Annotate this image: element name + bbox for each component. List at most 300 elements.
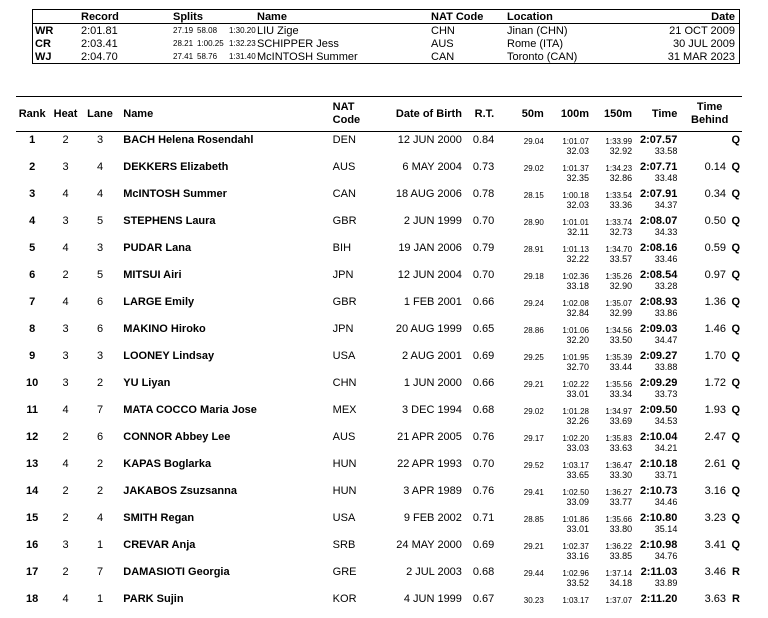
empty-cell bbox=[677, 470, 742, 483]
empty-cell bbox=[83, 254, 117, 267]
header-name: Name bbox=[117, 97, 332, 132]
empty-cell bbox=[83, 578, 117, 591]
result-row bbox=[16, 483, 742, 497]
empty-cell bbox=[333, 227, 376, 240]
result-lap-150: 34.18 bbox=[609, 578, 633, 588]
empty-cell bbox=[83, 362, 117, 375]
result-split-150: 1:34.70 bbox=[605, 245, 633, 254]
result-nat: JPN bbox=[332, 269, 354, 281]
result-behind: 3.46 bbox=[704, 566, 726, 578]
result-name: YU Liyan bbox=[123, 377, 171, 389]
record-split-150: 1:32.23 bbox=[229, 39, 256, 48]
empty-cell bbox=[376, 173, 462, 186]
empty-cell bbox=[462, 578, 494, 591]
result-rt: 0.69 bbox=[472, 350, 495, 362]
result-behind-cell bbox=[677, 375, 742, 389]
empty-cell bbox=[16, 578, 48, 591]
empty-cell bbox=[462, 227, 494, 240]
result-rank: 7 bbox=[29, 296, 36, 308]
result-time: 2:09.03 bbox=[640, 323, 678, 335]
result-split-50: 29.44 bbox=[523, 569, 544, 578]
result-behind: 3.23 bbox=[704, 512, 726, 524]
empty-cell bbox=[494, 281, 544, 294]
result-lap-200: 33.73 bbox=[654, 389, 678, 399]
empty-cell bbox=[117, 416, 332, 429]
record-time: 2:03.41 bbox=[81, 37, 118, 50]
empty-cell bbox=[117, 443, 332, 456]
empty-cell bbox=[117, 200, 332, 213]
result-rt: 0.66 bbox=[472, 377, 495, 389]
result-behind: 0.34 bbox=[704, 188, 726, 200]
result-split-50: 29.17 bbox=[523, 434, 544, 443]
result-split-50: 29.02 bbox=[523, 164, 544, 173]
result-behind: 3.41 bbox=[704, 539, 726, 551]
result-split-100: 1:02.96 bbox=[562, 569, 590, 578]
header-150m: 150m bbox=[589, 97, 632, 132]
result-time: 2:10.04 bbox=[640, 431, 678, 443]
records-box bbox=[32, 9, 740, 64]
empty-cell bbox=[494, 443, 544, 456]
result-rt: 0.79 bbox=[472, 242, 495, 254]
result-behind-cell bbox=[677, 186, 742, 200]
header-100m: 100m bbox=[544, 97, 589, 132]
records-header-location: Location bbox=[507, 10, 647, 24]
result-heat: 3 bbox=[62, 161, 69, 173]
empty-cell bbox=[462, 281, 494, 294]
result-behind: 0.14 bbox=[704, 161, 726, 173]
result-time: 2:09.27 bbox=[640, 350, 678, 362]
empty-cell bbox=[494, 254, 544, 267]
result-name: LOONEY Lindsay bbox=[123, 350, 215, 362]
result-nat: JPN bbox=[332, 323, 354, 335]
result-behind: 2.61 bbox=[704, 458, 726, 470]
empty-cell bbox=[333, 497, 376, 510]
empty-cell bbox=[677, 173, 742, 186]
result-split-100: 1:01.86 bbox=[562, 515, 590, 524]
result-qualifier: Q bbox=[731, 215, 740, 227]
records-header-nat: NAT Code bbox=[431, 10, 507, 24]
result-lap-100: 32.20 bbox=[566, 335, 590, 345]
result-lap-200: 33.46 bbox=[654, 254, 678, 264]
result-row bbox=[16, 294, 742, 308]
result-qualifier: Q bbox=[731, 458, 740, 470]
result-lap-row bbox=[16, 200, 742, 213]
result-lap-200: 33.89 bbox=[654, 578, 678, 588]
result-split-150: 1:35.26 bbox=[605, 272, 633, 281]
result-qualifier: Q bbox=[731, 404, 740, 416]
result-rank: 9 bbox=[29, 350, 36, 362]
empty-cell bbox=[16, 227, 48, 240]
result-nat: HUN bbox=[332, 458, 357, 470]
empty-cell bbox=[48, 443, 82, 456]
result-lap-100: 33.18 bbox=[566, 281, 590, 291]
record-splits bbox=[173, 50, 257, 63]
empty-cell bbox=[677, 146, 742, 159]
records-header-name: Name bbox=[257, 10, 431, 24]
result-name: MITSUI Airi bbox=[123, 269, 182, 281]
result-rt: 0.65 bbox=[472, 323, 495, 335]
empty-cell bbox=[16, 146, 48, 159]
result-dob: 12 JUN 2004 bbox=[397, 269, 462, 281]
record-date: 21 OCT 2009 bbox=[669, 24, 735, 37]
result-lap-100: 32.22 bbox=[566, 254, 590, 264]
result-dob: 2 JUN 1999 bbox=[403, 215, 462, 227]
result-rank: 11 bbox=[26, 404, 38, 416]
result-lap-200: 34.46 bbox=[654, 497, 678, 507]
record-split-150: 1:31.40 bbox=[229, 52, 256, 61]
empty-cell bbox=[16, 470, 48, 483]
result-behind-cell bbox=[677, 483, 742, 497]
result-rt: 0.70 bbox=[472, 458, 495, 470]
result-rank: 14 bbox=[26, 485, 39, 497]
result-split-50: 29.04 bbox=[523, 137, 544, 146]
result-heat: 4 bbox=[62, 593, 69, 605]
result-qualifier: Q bbox=[731, 296, 740, 308]
result-lap-150: 33.44 bbox=[609, 362, 633, 372]
empty-cell bbox=[48, 524, 82, 537]
empty-cell bbox=[677, 254, 742, 267]
result-lap-150: 33.57 bbox=[609, 254, 633, 264]
result-dob: 9 FEB 2002 bbox=[403, 512, 462, 524]
result-split-50: 29.02 bbox=[523, 407, 544, 416]
result-rt: 0.68 bbox=[472, 566, 495, 578]
result-rt: 0.78 bbox=[472, 188, 495, 200]
result-split-100: 1:01.06 bbox=[562, 326, 590, 335]
result-heat: 3 bbox=[62, 539, 69, 551]
result-heat: 2 bbox=[62, 134, 69, 146]
result-time: 2:09.50 bbox=[640, 404, 678, 416]
result-behind-cell bbox=[677, 564, 742, 578]
empty-cell bbox=[48, 389, 82, 402]
empty-cell bbox=[16, 416, 48, 429]
result-time: 2:08.54 bbox=[640, 269, 678, 281]
empty-cell bbox=[16, 254, 48, 267]
result-split-50: 28.85 bbox=[523, 515, 544, 524]
records-header-splits: Splits bbox=[173, 10, 257, 24]
result-rank: 15 bbox=[26, 512, 39, 524]
empty-cell bbox=[376, 281, 462, 294]
result-qualifier: Q bbox=[731, 269, 740, 281]
empty-cell bbox=[117, 146, 332, 159]
empty-cell bbox=[677, 389, 742, 402]
result-name: MAKINO Hiroko bbox=[123, 323, 206, 335]
result-split-100: 1:01.01 bbox=[562, 218, 590, 227]
result-lane: 7 bbox=[96, 404, 104, 416]
result-behind-cell bbox=[677, 132, 742, 147]
result-nat: GRE bbox=[332, 566, 357, 578]
empty-cell bbox=[677, 551, 742, 564]
result-lap-150: 33.69 bbox=[609, 416, 633, 426]
empty-cell bbox=[48, 335, 82, 348]
result-rank: 1 bbox=[29, 134, 36, 146]
header-time: Time bbox=[632, 97, 677, 132]
result-rank: 13 bbox=[26, 458, 39, 470]
result-lap-row bbox=[16, 416, 742, 429]
result-row bbox=[16, 402, 742, 416]
result-lane: 1 bbox=[96, 539, 104, 551]
result-lap-150: 32.86 bbox=[609, 173, 633, 183]
record-location: Rome (ITA) bbox=[507, 37, 564, 50]
result-time: 2:11.03 bbox=[640, 566, 678, 578]
result-time: 2:10.98 bbox=[640, 539, 678, 551]
empty-cell bbox=[48, 497, 82, 510]
empty-cell bbox=[333, 524, 376, 537]
result-rank: 8 bbox=[29, 323, 36, 335]
result-time: 2:11.20 bbox=[640, 593, 678, 605]
result-lap-100: 33.01 bbox=[566, 524, 590, 534]
result-lap-row bbox=[16, 308, 742, 321]
result-dob: 20 AUG 1999 bbox=[395, 323, 462, 335]
result-row bbox=[16, 429, 742, 443]
result-rank: 4 bbox=[29, 215, 36, 227]
empty-cell bbox=[48, 200, 82, 213]
empty-cell bbox=[117, 308, 332, 321]
result-behind: 1.72 bbox=[704, 377, 726, 389]
result-lane: 3 bbox=[96, 350, 104, 362]
record-split-50: 28.21 bbox=[173, 39, 194, 48]
empty-cell bbox=[376, 497, 462, 510]
result-rank: 2 bbox=[29, 161, 36, 173]
empty-cell bbox=[494, 335, 544, 348]
result-behind: 1.36 bbox=[704, 296, 726, 308]
empty-cell bbox=[83, 470, 117, 483]
result-lap-row bbox=[16, 146, 742, 159]
empty-cell bbox=[462, 551, 494, 564]
empty-cell bbox=[677, 335, 742, 348]
result-name: STEPHENS Laura bbox=[123, 215, 216, 227]
empty-cell bbox=[83, 497, 117, 510]
header-50m: 50m bbox=[494, 97, 544, 132]
empty-cell bbox=[462, 497, 494, 510]
result-rank: 17 bbox=[26, 566, 39, 578]
result-split-100: 1:02.50 bbox=[562, 488, 590, 497]
result-split-100: 1:01.07 bbox=[562, 137, 590, 146]
empty-cell bbox=[376, 335, 462, 348]
header-dob: Date of Birth bbox=[376, 97, 462, 132]
result-nat: BIH bbox=[332, 242, 352, 254]
result-lap-100: 32.35 bbox=[566, 173, 590, 183]
empty-cell bbox=[48, 308, 82, 321]
empty-cell bbox=[16, 200, 48, 213]
result-qualifier: R bbox=[732, 593, 740, 605]
empty-cell bbox=[83, 335, 117, 348]
empty-cell bbox=[16, 551, 48, 564]
result-time: 2:10.18 bbox=[640, 458, 678, 470]
result-lap-row bbox=[16, 497, 742, 510]
result-behind-cell bbox=[677, 537, 742, 551]
result-behind: 0.97 bbox=[704, 269, 726, 281]
result-behind-cell bbox=[677, 321, 742, 335]
result-lap-150: 33.85 bbox=[609, 551, 633, 561]
result-split-150: 1:36.27 bbox=[605, 488, 633, 497]
empty-cell bbox=[48, 173, 82, 186]
header-code: Code bbox=[332, 114, 361, 126]
empty-cell bbox=[494, 497, 544, 510]
result-lap-row bbox=[16, 254, 742, 267]
result-lap-row bbox=[16, 173, 742, 186]
result-heat: 3 bbox=[62, 350, 69, 362]
empty-cell bbox=[117, 389, 332, 402]
result-lap-200: 34.33 bbox=[654, 227, 678, 237]
records-header-date: Date bbox=[647, 10, 739, 24]
records-header-record: Record bbox=[81, 10, 173, 24]
empty-cell bbox=[83, 443, 117, 456]
record-type: WR bbox=[35, 24, 54, 37]
result-time: 2:08.16 bbox=[640, 242, 678, 254]
result-split-150: 1:33.54 bbox=[605, 191, 633, 200]
result-split-100: 1:01.28 bbox=[562, 407, 590, 416]
header-behind-2: Behind bbox=[691, 114, 729, 126]
empty-cell bbox=[494, 200, 544, 213]
empty-cell bbox=[333, 470, 376, 483]
result-qualifier: Q bbox=[731, 188, 740, 200]
result-qualifier: Q bbox=[731, 242, 740, 254]
empty-cell bbox=[48, 551, 82, 564]
empty-cell bbox=[117, 497, 332, 510]
result-split-150: 1:34.56 bbox=[605, 326, 633, 335]
header-heat: Heat bbox=[48, 97, 82, 132]
empty-cell bbox=[83, 281, 117, 294]
empty-cell bbox=[333, 146, 376, 159]
result-split-50: 29.41 bbox=[523, 488, 544, 497]
result-row bbox=[16, 591, 742, 605]
result-lap-150: 32.99 bbox=[609, 308, 633, 318]
empty-cell bbox=[494, 308, 544, 321]
result-lap-200: 33.58 bbox=[654, 146, 678, 156]
result-time: 2:07.57 bbox=[640, 134, 678, 146]
result-split-150: 1:33.99 bbox=[605, 137, 633, 146]
result-split-150: 1:35.56 bbox=[605, 380, 633, 389]
result-split-100: 1:02.08 bbox=[562, 299, 590, 308]
empty-cell bbox=[462, 308, 494, 321]
result-dob: 24 MAY 2000 bbox=[396, 539, 462, 551]
empty-cell bbox=[333, 254, 376, 267]
empty-cell bbox=[376, 470, 462, 483]
result-split-50: 28.90 bbox=[523, 218, 544, 227]
result-lap-100: 33.01 bbox=[566, 389, 590, 399]
empty-cell bbox=[376, 200, 462, 213]
result-heat: 2 bbox=[62, 512, 69, 524]
result-nat: GBR bbox=[332, 215, 357, 227]
result-heat: 2 bbox=[62, 269, 69, 281]
result-lap-100: 33.03 bbox=[566, 443, 590, 453]
result-lane: 4 bbox=[96, 188, 104, 200]
result-heat: 2 bbox=[62, 431, 69, 443]
result-lap-row bbox=[16, 362, 742, 375]
empty-cell bbox=[494, 227, 544, 240]
result-heat: 4 bbox=[62, 404, 69, 416]
result-heat: 4 bbox=[62, 242, 69, 254]
record-time: 2:01.81 bbox=[81, 24, 118, 37]
record-location: Toronto (CAN) bbox=[507, 50, 578, 63]
result-behind-cell bbox=[677, 213, 742, 227]
result-lap-200: 34.21 bbox=[654, 443, 678, 453]
result-split-50: 29.21 bbox=[523, 542, 544, 551]
empty-cell bbox=[16, 281, 48, 294]
record-name: McINTOSH Summer bbox=[257, 50, 358, 63]
result-behind-cell bbox=[677, 267, 742, 281]
empty-cell bbox=[83, 524, 117, 537]
result-lap-row bbox=[16, 578, 742, 591]
result-rt: 0.73 bbox=[472, 161, 495, 173]
empty-cell bbox=[16, 443, 48, 456]
result-behind-cell bbox=[677, 510, 742, 524]
result-name: MATA COCCO Maria Jose bbox=[123, 404, 257, 416]
empty-cell bbox=[677, 308, 742, 321]
record-split-50: 27.41 bbox=[173, 52, 194, 61]
empty-cell bbox=[16, 308, 48, 321]
result-lap-100: 33.16 bbox=[566, 551, 590, 561]
empty-cell bbox=[83, 200, 117, 213]
result-lap-150: 33.80 bbox=[609, 524, 633, 534]
result-name: PUDAR Lana bbox=[123, 242, 192, 254]
result-lap-100: 33.65 bbox=[566, 470, 590, 480]
result-nat: AUS bbox=[332, 161, 356, 173]
empty-cell bbox=[48, 227, 82, 240]
empty-cell bbox=[494, 173, 544, 186]
result-rank: 18 bbox=[26, 593, 39, 605]
result-split-100: 1:02.20 bbox=[562, 434, 590, 443]
result-name: PARK Sujin bbox=[123, 593, 184, 605]
empty-cell bbox=[333, 551, 376, 564]
empty-cell bbox=[677, 200, 742, 213]
result-rank: 3 bbox=[29, 188, 36, 200]
result-split-50: 30.23 bbox=[523, 596, 544, 605]
result-nat: DEN bbox=[332, 134, 356, 146]
empty-cell bbox=[16, 335, 48, 348]
result-name: KAPAS Boglarka bbox=[123, 458, 212, 470]
result-dob: 6 MAY 2004 bbox=[402, 161, 462, 173]
result-qualifier: Q bbox=[731, 350, 740, 362]
result-name: CONNOR Abbey Lee bbox=[123, 431, 231, 443]
result-nat: SRB bbox=[332, 539, 356, 551]
record-type: WJ bbox=[35, 50, 52, 63]
empty-cell bbox=[494, 146, 544, 159]
result-split-100: 1:00.18 bbox=[562, 191, 590, 200]
result-row bbox=[16, 537, 742, 551]
result-lap-row bbox=[16, 524, 742, 537]
record-split-150: 1:30.20 bbox=[229, 26, 256, 35]
result-split-150: 1:35.83 bbox=[605, 434, 633, 443]
result-lap-150: 33.50 bbox=[609, 335, 633, 345]
result-split-150: 1:35.39 bbox=[605, 353, 633, 362]
empty-cell bbox=[462, 443, 494, 456]
result-heat: 2 bbox=[62, 566, 69, 578]
result-heat: 3 bbox=[62, 377, 69, 389]
empty-cell bbox=[677, 227, 742, 240]
result-heat: 3 bbox=[62, 323, 69, 335]
result-lap-150: 32.92 bbox=[609, 146, 633, 156]
result-qualifier: Q bbox=[731, 161, 740, 173]
result-lap-150: 33.63 bbox=[609, 443, 633, 453]
result-lane: 2 bbox=[96, 485, 104, 497]
record-time: 2:04.70 bbox=[81, 50, 118, 63]
result-split-100: 1:02.36 bbox=[562, 272, 590, 281]
result-rt: 0.76 bbox=[472, 431, 495, 443]
empty-cell bbox=[117, 173, 332, 186]
empty-cell bbox=[462, 389, 494, 402]
result-rt: 0.71 bbox=[472, 512, 495, 524]
result-dob: 2 JUL 2003 bbox=[406, 566, 462, 578]
result-lane: 6 bbox=[96, 431, 104, 443]
header-time-behind bbox=[677, 97, 742, 132]
header-lane: Lane bbox=[83, 97, 117, 132]
result-split-50: 29.25 bbox=[523, 353, 544, 362]
empty-cell bbox=[494, 389, 544, 402]
result-lap-100: 32.26 bbox=[566, 416, 590, 426]
empty-cell bbox=[376, 146, 462, 159]
empty-cell bbox=[117, 335, 332, 348]
